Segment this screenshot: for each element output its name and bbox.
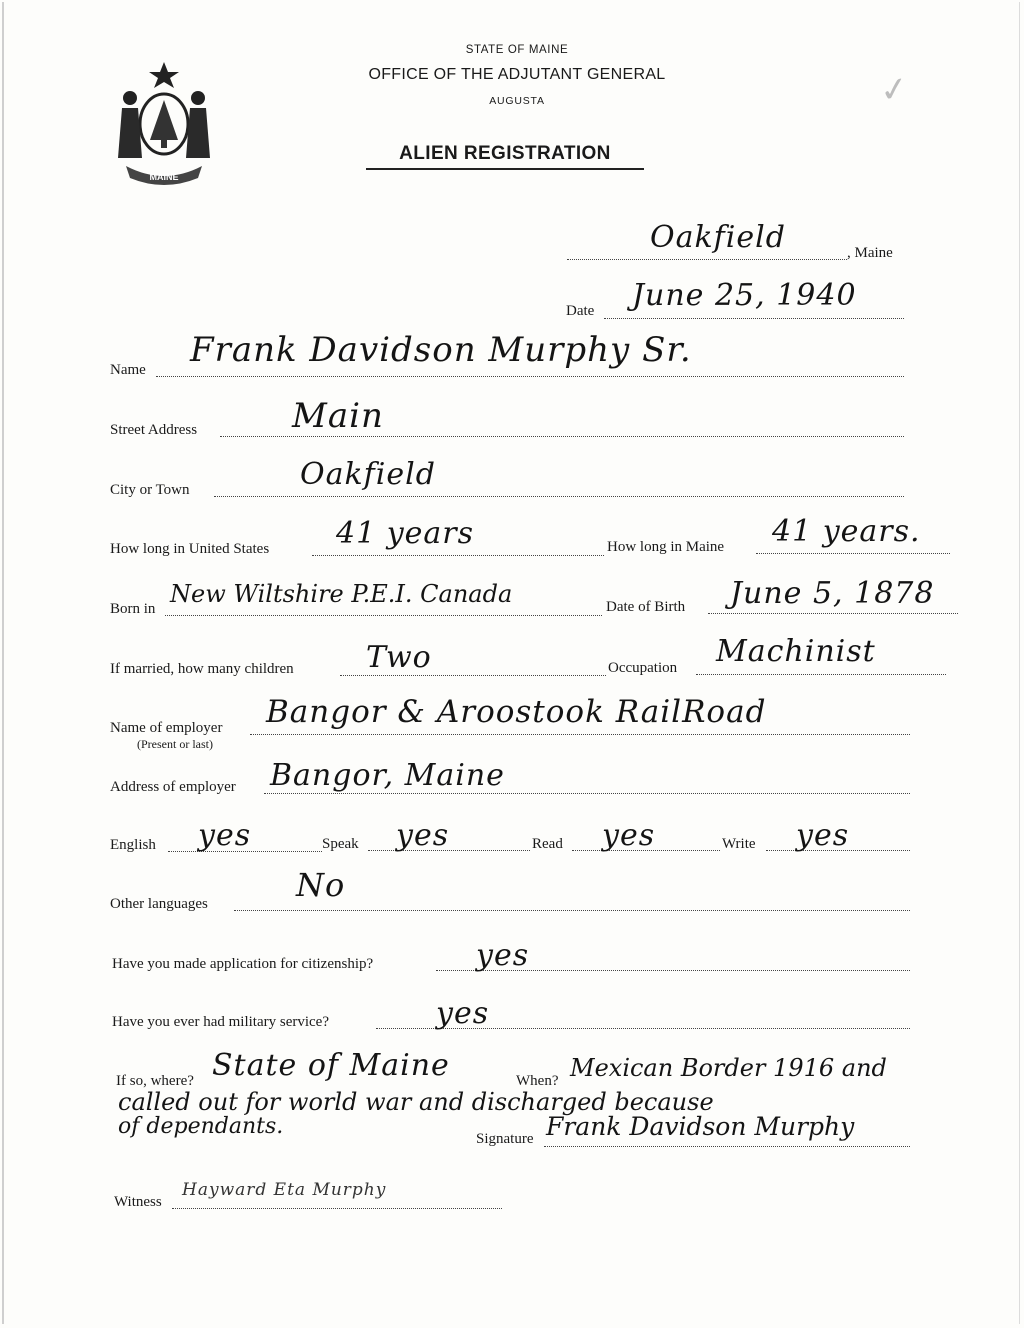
maine-label: , Maine [847,245,893,261]
witness-line [172,1208,502,1209]
occupation-label: Occupation [608,660,678,676]
city-town-label: City or Town [110,482,190,498]
other-languages-line [234,910,910,911]
signature-line [544,1146,910,1147]
how-long-us-label: How long in United States [110,541,270,557]
employer-line [250,734,910,735]
witness-label: Witness [114,1194,162,1210]
how-long-us-value: 41 years [336,516,475,551]
date-label: Date [566,303,595,319]
check-mark-icon: ✓ [877,70,912,111]
date-of-birth-line [708,613,958,614]
military-label: Have you ever had military service? [112,1014,329,1030]
header-office: OFFICE OF THE ADJUTANT GENERAL [368,66,666,83]
employer-address-label: Address of employer [110,779,236,795]
date-value: June 25, 1940 [632,278,857,313]
name-label: Name [110,362,146,378]
how-long-maine-line [756,553,950,554]
date-of-birth-label: Date of Birth [606,599,686,615]
signature-value: Frank Davidson Murphy [546,1112,855,1141]
english-label: English [110,837,156,853]
seal-text: MAINE [149,172,179,182]
read-value: yes [602,818,656,853]
when-continued-1: called out for world war and discharged because [118,1088,714,1116]
date-of-birth-value: June 5, 1878 [730,576,935,611]
children-label: If married, how many children [110,661,294,677]
military-value: yes [436,996,490,1031]
born-in-value: New Wiltshire P.E.I. Canada [170,580,513,608]
employer-note: (Present or last) [137,737,213,751]
how-long-maine-value: 41 years. [772,514,921,549]
signature-label: Signature [476,1131,534,1147]
citizenship-label: Have you made application for citizenship? [112,956,374,972]
employer-address-line [264,793,910,794]
when-continued-2: of dependants. [118,1114,284,1139]
read-label: Read [532,836,563,852]
city-town-line [214,496,904,497]
occupation-line [696,674,946,675]
children-line [340,675,606,676]
employer-label: Name of employer [110,720,223,736]
english-value: yes [198,818,252,853]
speak-label: Speak [322,836,359,852]
where-label: If so, where? [116,1073,194,1089]
street-label: Street Address [110,422,198,438]
street-value: Main [292,396,384,436]
street-line [220,436,904,437]
where-value: State of Maine [212,1048,450,1083]
when-value: Mexican Border 1916 and [570,1054,887,1082]
how-long-maine-label: How long in Maine [607,539,725,555]
when-label: When? [516,1073,559,1089]
header-state: STATE OF MAINE [465,44,569,56]
other-languages-value: No [296,866,346,904]
employer-address-value: Bangor, Maine [270,758,505,793]
children-value: Two [366,640,432,675]
citizenship-value: yes [476,938,530,973]
header-city: AUGUSTA [489,95,545,107]
born-in-label: Born in [110,601,156,617]
town-value: Oakfield [650,220,786,255]
name-line [156,376,904,377]
employer-value: Bangor & Aroostook RailRoad [266,694,767,730]
occupation-value: Machinist [716,634,876,669]
name-value: Frank Davidson Murphy Sr. [190,330,692,370]
date-line [604,318,904,319]
speak-value: yes [396,818,450,853]
born-in-line [165,615,602,616]
write-label: Write [722,836,756,852]
city-town-value: Oakfield [300,457,436,492]
witness-value: Hayward Eta Murphy [182,1180,387,1200]
how-long-us-line [312,555,604,556]
other-languages-label: Other languages [110,896,208,912]
town-line [567,259,847,260]
write-value: yes [796,818,850,853]
form-title: ALIEN REGISTRATION [366,143,644,170]
